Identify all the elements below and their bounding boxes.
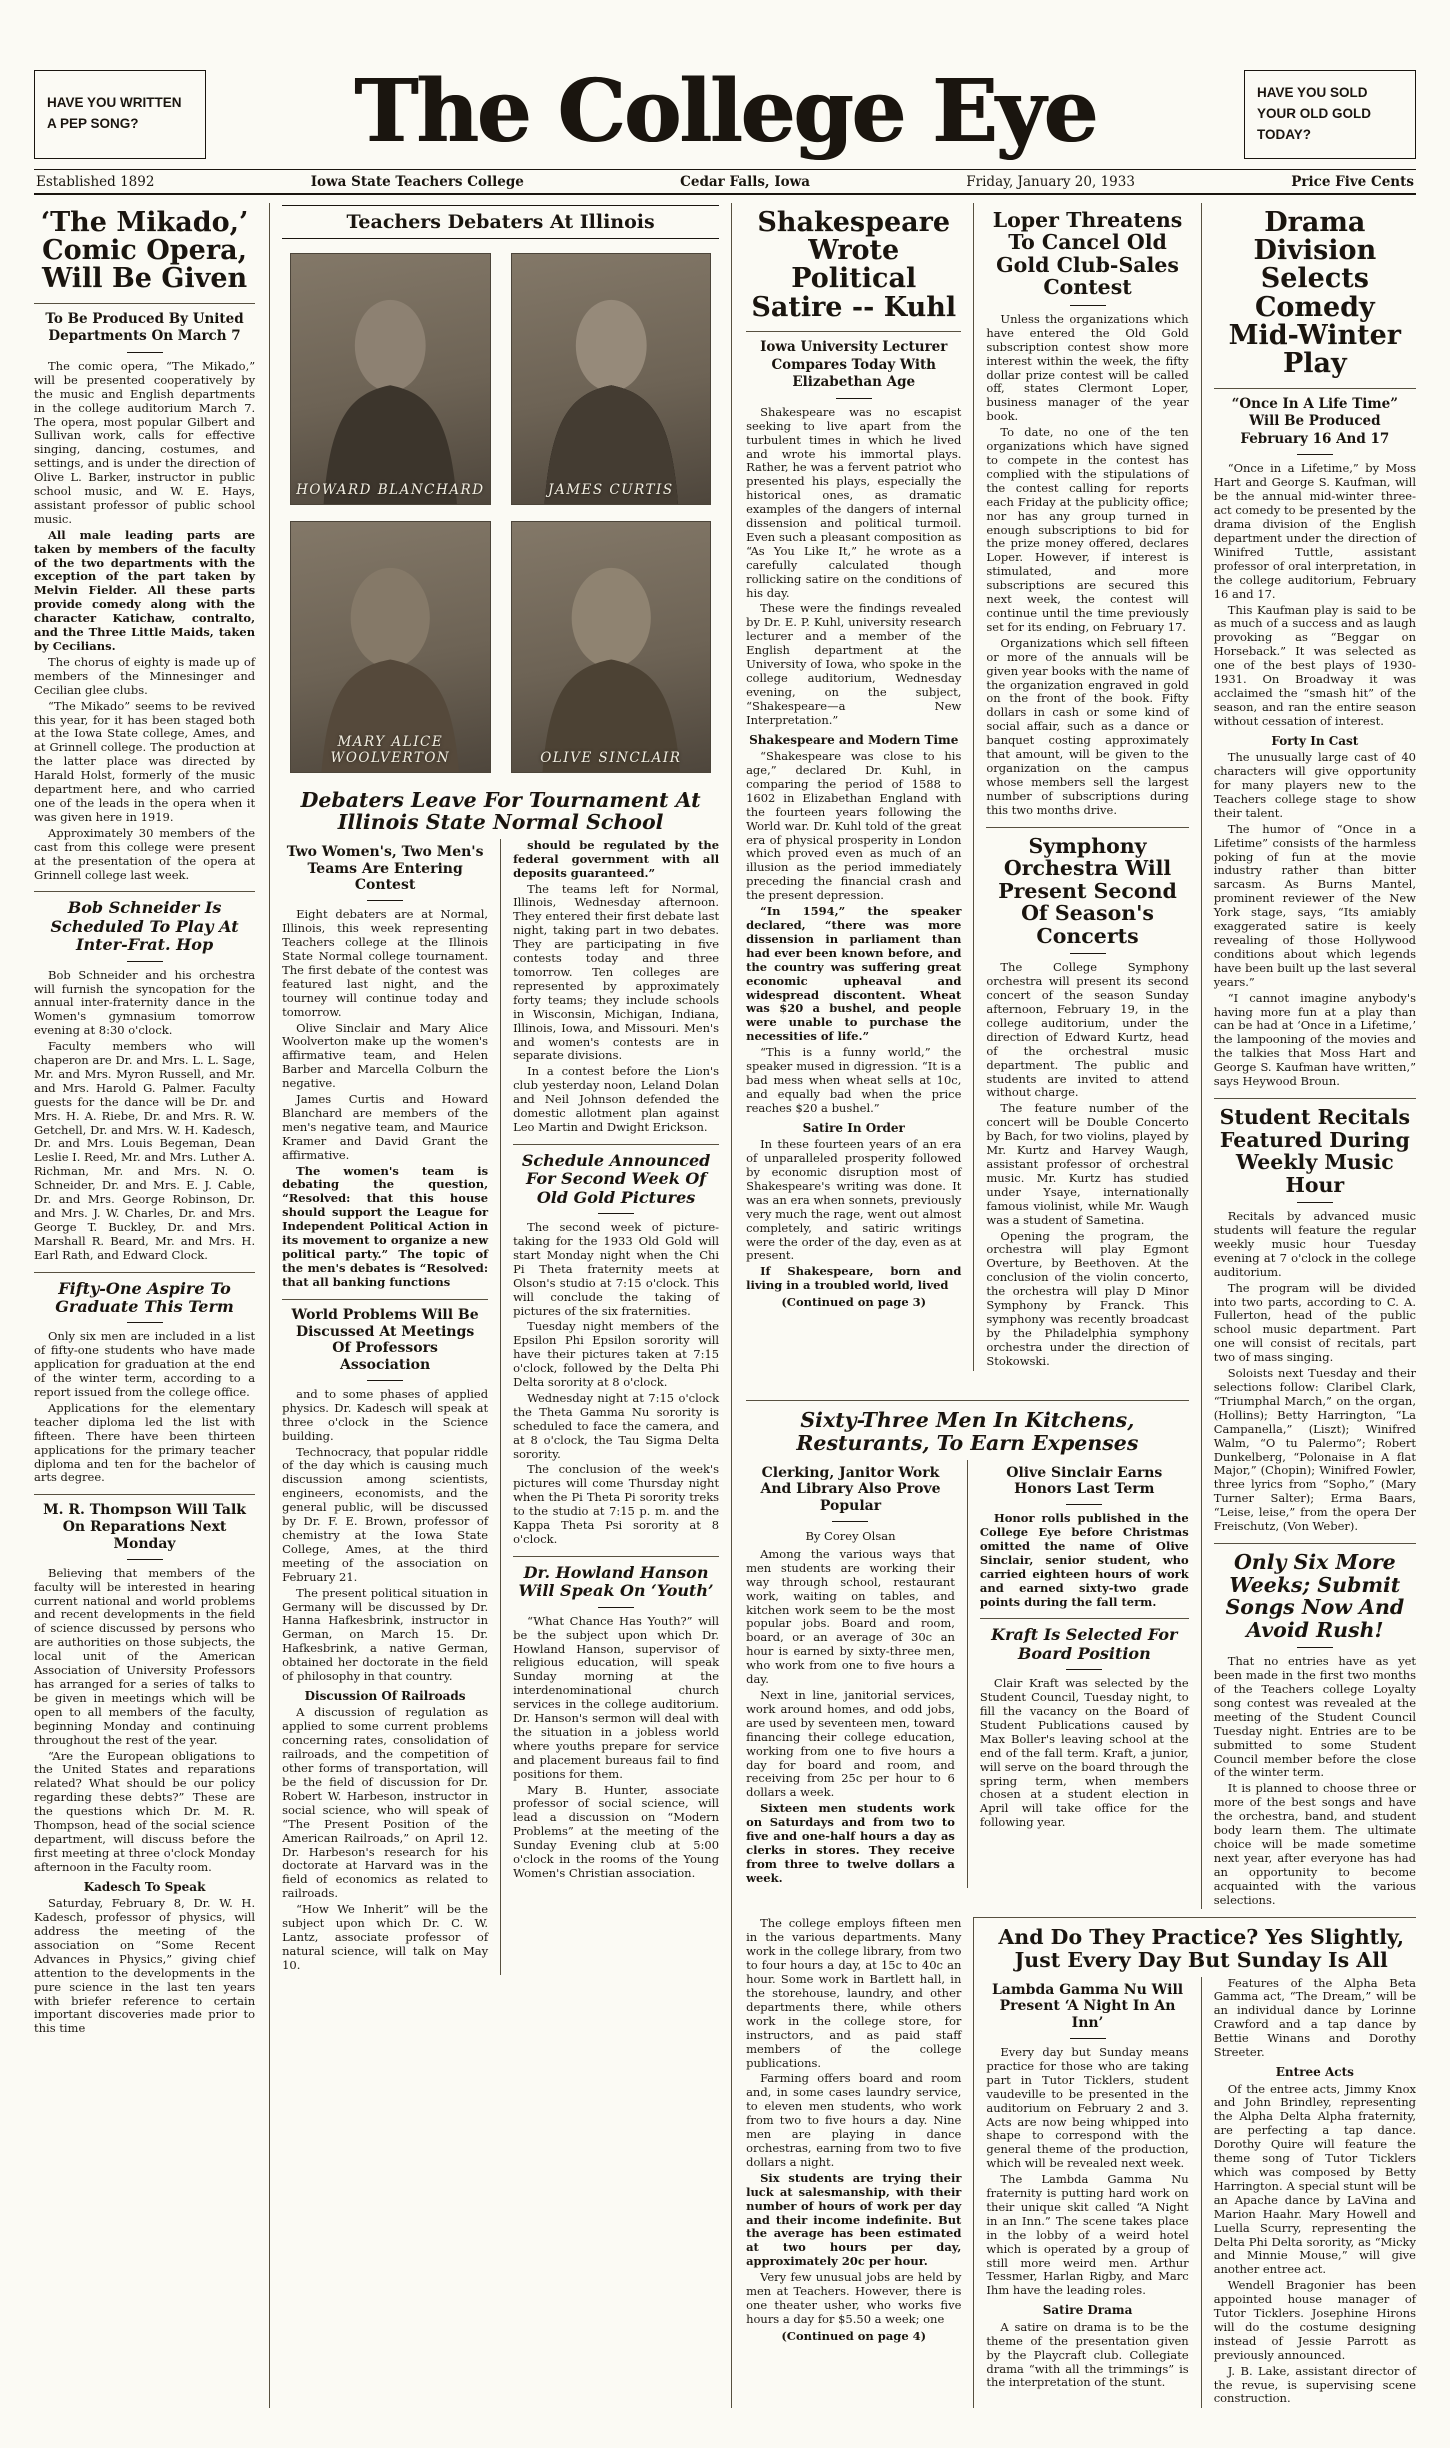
paragraph: “Once in a Lifetime,” by Moss Hart and George S. Kaufman, will be the annual mid-winter three-act comedy to be presented by the drama division of the English department under the direction of Winifred Tuttle, assistant professor of oral interpretation, in the college auditorium, February 16 and 17. <box>1213 461 1416 601</box>
byline: By Corey Olsan <box>805 1528 896 1543</box>
article-kraft-board <box>980 1626 1189 1830</box>
article-old-gold-pictures <box>513 1152 719 1547</box>
dateline-bar <box>34 169 1416 195</box>
portrait-photo <box>290 521 490 773</box>
masthead <box>34 60 1416 162</box>
paragraph: The conclusion of the week's pictures will come Thursday night when the Pi Theta Pi sorority treks to the studio at 7:15 p. m. and the Kappa Theta Psi sorority at 8 o'clock. <box>513 1462 720 1546</box>
paragraph: In a contest before the Lion's club yesterday noon, Leland Dolan and Neil Johnson defended the domestic allotment plan against Leo Martin and Dwight Erickson. <box>513 1064 720 1134</box>
divider <box>1066 1504 1102 1505</box>
divider <box>1214 388 1416 389</box>
inline-subhead: Forty In Cast <box>1271 733 1359 748</box>
paragraph: should be regulated by the federal government with all deposits guaranteed.” <box>513 837 720 880</box>
practice-columns <box>986 1977 1416 2409</box>
article-tutor-ticklers-practice <box>973 1917 1416 2408</box>
divider <box>1214 1543 1416 1544</box>
paragraph: Approximately 30 members of the cast from this college were present at the presentation of the opera at Grinnell college last week. <box>34 825 256 882</box>
paragraph: Six students are trying their luck at salesmanship, with their number of hours of work per day and their income indefinite. But the average has been estimated at two hours per day, approximately 20c per hour. <box>746 2170 962 2269</box>
paragraph: “What Chance Has Youth?” will be the subject upon which Dr. Howland Hanson, supervisor of religious education, will speak Sunday morning at the interdenominational church services in the college auditorium. Dr. Hanson's sermon will deal with the situation in a jobless world where youths prepare for service and placement bureaus fail to find positions for them. <box>513 1613 720 1781</box>
article-shakespeare-satire <box>746 203 961 1312</box>
paragraph: The feature number of the concert will be Double Concerto by Bach, for two violins, played by Mr. Kurtz and Harvey Waugh, assistant professor of orchestral music. Mr. Kurtz has studied under Ysaye, internationally famous violinist, while Mr. Waugh was a student of Sametina. <box>986 1101 1189 1227</box>
headline: Shakespeare Wrote Political Satire -- Kuhl <box>751 206 957 323</box>
paragraph: Every day but Sunday means practice for those who are taking part in Tutor Ticklers, student vaudeville to be presented in the auditorium on February 2 and 3. Acts are now being whipped into shape to correspond with the general theme of the production, which will be revealed next week. <box>986 2044 1189 2171</box>
paragraph: Technocracy, that popular riddle of the day which is causing much discussion among scientists, engineers, economists, and the general public, will be discussed by Dr. F. E. Brown, professor of chemistry at the Iowa State College, Ames, at the third meeting of the association on February 21. <box>282 1444 489 1584</box>
headline: Teachers Debaters At Illinois <box>282 205 719 239</box>
paragraph: The chorus of eighty is made up of members of the Minnesinger and Cecilian glee clubs. <box>34 654 256 697</box>
headline: Lambda Gamma Nu Will Present ‘A Night In An Inn’ <box>991 1981 1184 2032</box>
headline: Schedule Announced For Second Week Of Old Gold Pictures <box>521 1150 711 1207</box>
article-body <box>34 969 255 1263</box>
pep-song-promo-box <box>34 70 206 159</box>
divider <box>746 331 961 332</box>
portrait-silhouette <box>512 522 710 772</box>
article-body <box>1214 1655 1416 1907</box>
article-thompson-reparations <box>34 1502 255 2036</box>
paragraph: Saturday, February 8, Dr. W. H. Kadesch, professor of physics, will address the meeting of the association on “Some Recent Advances in Physics,” giving chief attention to the developments in the pure science in the last ten years with briefer reference to certain important discoveries made prior to this time <box>34 1896 256 2036</box>
portrait-silhouette <box>512 254 710 504</box>
article-sixty-three-men <box>746 1400 1189 1887</box>
divider <box>986 827 1188 828</box>
paragraph: Believing that members of the faculty will be interested in hearing current national and world problems and recent developments in the field of science discussed by persons who are authorities on those subjects, the local unit of the American Association of University Professors has arranged for a series of talks to be given in meetings which will be open to all members of the faculty, beginning Monday and continuing throughout the rest of the year. <box>34 1565 256 1747</box>
article-drama-division-play <box>1213 206 1416 1089</box>
inline-subhead: Satire Drama <box>1042 2303 1133 2318</box>
divider <box>836 398 872 399</box>
headline: Only Six More Weeks; Submit Songs Now And Avoid Rush! <box>1225 1549 1405 1642</box>
divider <box>34 891 255 892</box>
established-label: Established 1892 <box>36 173 155 190</box>
sub-column-right <box>500 839 719 1975</box>
paragraph: “In 1594,” the speaker declared, “there was more dissension in parliament than had ever been known before, and the country was suffering great economic upheaval and widespread discontent. Wheat was $20 a bushel, and people were unable to purchase the necessities of life.” <box>746 904 962 1044</box>
divider <box>127 352 163 353</box>
paragraph: The Lambda Gamma Nu fraternity is putting hard work on their unique skit called “A Night in an Inn.” The scene takes place in the lobby of a weird hotel which is operated by a group of still more weird men. Arthur Tessmer, Harlan Rigby, and Marc Ihm have the leading roles. <box>986 2172 1189 2298</box>
paragraph: The humor of “Once in a Lifetime” consists of the harmless poking of fun at the movie industry rather than bitter sarcasm. As Burns Mantel, prominent reviewer of the New York stage, says, “Its amiably exaggerated satire is keely revealing of those Hollywood conditions about which legends have been built up the last several years.” <box>1213 821 1416 989</box>
paragraph: Soloists next Tuesday and their selections follow: Claribel Clark, “Triumphal March,” on the organ, (Hollins); Betty Harrington, “La Campanella,” (Liszt); Winifred Walm, “O tu Palermo”; Robert Dunkelberg, “Polonaise in A flat Major,” (Chopin); Winifred Fowler, three lyrics from “Sopho,” (Mary Turner Salter); Erma Baars, “Leise, leise,” from the opera Der Freischutz, (Von Weber). <box>1213 1366 1416 1534</box>
paragraph: These were the findings revealed by Dr. E. P. Kuhl, university research lecturer and a member of the English department at the University of Iowa, who spoke in the college auditorium, Wednesday evening, on the subject, “Shakespeare—a New Interpretation.” <box>746 601 962 727</box>
paragraph: (Continued on page 3) <box>781 1295 927 1310</box>
city-label: Cedar Falls, Iowa <box>680 173 811 190</box>
column-5-top <box>973 203 1188 1371</box>
portrait-photo <box>290 253 490 505</box>
paragraph: A satire on drama is to be the theme of the presentation given by the Playcraft club. Collegiate drama “with all the trimmings” is the interpretation of the stunt. <box>986 2319 1189 2390</box>
subheadline: Two Women's, Two Men's Teams Are Entering Contest <box>286 843 484 894</box>
inline-subhead: Kadesch To Speak <box>83 1879 206 1894</box>
article-body <box>282 1388 488 1973</box>
paragraph: Opening the program, the orchestra will play Egmont Overture, by Beethoven. At the conclusion of the violin concerto, the orchestra will play D Minor Symphony by Franck. This symphony was recently broadcast by the Philadelphia symphony orchestra under the direction of Stokowski. <box>986 1228 1189 1368</box>
photo-caption: JAMES CURTIS <box>548 481 674 498</box>
paragraph: The present political situation in Germany will be discussed by Dr. Hanna Hafkesbrink, instructor in German, on March 15. Dr. Hafkesbrink, a native German, obtained her doctorate in the field of philosophy in that country. <box>282 1585 489 1684</box>
paragraph: Organizations which sell fifteen or more of the annuals will be given year books with the name of the organization engraved in gold on the front of the book. Fifty dollars in cash or some kind of social affair, such as a dance or banquet costing approximately that amount, will be given to the organization on the campus whose members sell the largest number of subscriptions during this two months drive. <box>986 635 1189 817</box>
sub-column-left <box>986 1977 1188 2409</box>
divider <box>34 303 255 304</box>
article-mikado <box>34 206 256 883</box>
headline: Loper Threatens To Cancel Old Gold Club-Sales Contest <box>992 207 1183 300</box>
portrait-photo <box>511 521 711 773</box>
paragraph: Wendell Bragonier has been appointed house manager of Tutor Ticklers. Josephine Hirons will do the costume designing instead of Jessie Parrott as previously announced. <box>1213 2278 1416 2362</box>
paragraph: Faculty members who will chaperon are Dr. and Mrs. L. L. Sage, Mr. and Mrs. Myron Russell, and Mr. and Mrs. Harold G. Palmer. Faculty guests for the dance will be Dr. and Mrs. H. A. Riebe, Dr. and Mrs. R. W. Getchell, Dr. and Mrs. W. H. Kadesch, Dr. and Mrs. Louis Begeman, Dean Leslie I. Reed, Mr. and Mrs. Luther A. Richman, Mr. and Mrs. N. O. Schneider, Dr. and Mrs. E. J. Cable, Dr. and Mrs. George Robinson, Dr. and Mrs. J. W. Charles, Dr. and Mrs. George T. Buckley, Dr. and Mrs. Marshall R. Beard, Mr. and Mrs. H. Earl Rath, and Edward Clock. <box>34 1039 256 1262</box>
paragraph: James Curtis and Howard Blanchard are members of the men's negative team, and Maurice Kramer and David Grant the affirmative. <box>282 1092 489 1162</box>
columns-2-3 <box>269 203 732 2409</box>
headline: Debaters Leave For Tournament At Illinois State Normal School <box>300 787 701 835</box>
divider <box>1066 1669 1102 1670</box>
paragraph: The College Symphony orchestra will present its second concert of the season Sunday afternoon, February 19, in the college auditorium, under the direction of Edward Kurtz, head of the orchestral music department. The public and students are invited to attend without charge. <box>986 960 1189 1100</box>
article-schneider-hop <box>34 899 255 1262</box>
divider <box>1297 1647 1333 1648</box>
columns-4-6 <box>746 203 1416 2409</box>
paragraph: Bob Schneider and his orchestra will furnish the syncopation for the annual inter-fraternity dance in the Women's gymnasium tomorrow evening at 8:30 o'clock. <box>34 967 256 1038</box>
paragraph: The women's team is debating the question, “Resolved: that this house should support the League for Independent Political Action in its movement to organize a new political party.” The topic of the men's debates is “Resolved: that all banking functions <box>282 1163 489 1289</box>
sub-column-left <box>282 839 488 1975</box>
paragraph: Of the entree acts, Jimmy Knox and John Brindley, representing the Alpha Delta Alpha fraternity, are perfecting a tap dance. Dorothy Quire will feature the theme song of Tutor Ticklers which was composed by Betty Harrington. A special stunt will be an Apache dance by LaVina and Marion Haahr. Mary Howell and Luella Scurry, representing the Delta Phi Delta sorority, as “Micky and Minnie Mouse,” will give another entree act. <box>1213 2081 1416 2277</box>
headline: Drama Division Selects Comedy Mid-Winter Play <box>1228 206 1402 380</box>
paragraph: The unusually large cast of 40 characters will give opportunity for many players new to the Teachers college stage to show their talent. <box>1213 750 1416 820</box>
front-page-columns <box>34 203 1416 2409</box>
paragraph: It is planned to choose three or more of the best songs and have the orchestra, band, and student body learn them. The ultimate choice will be made sometime next year, after everyone has had an opportunity to become acquainted with the various selections. <box>1213 1781 1416 1907</box>
divider <box>1297 1202 1333 1203</box>
divider <box>1070 2038 1106 2039</box>
article-body <box>282 908 488 1289</box>
headline: World Problems Will Be Discussed At Meetings Of Professors Association <box>291 1306 479 1374</box>
photo-caption: OLIVE SINCLAIR <box>540 749 682 766</box>
column-1 <box>34 203 255 2409</box>
inline-subhead: Entree Acts <box>1275 2065 1354 2080</box>
article-body <box>986 961 1188 1368</box>
sub-column-right <box>967 1460 1189 1888</box>
paragraph: “I cannot imagine anybody's having more fun at a play than can be had at ‘Once in a Lifetime,’ the lampooning of the movies and the talkies that Moss Hart and George S. Kaufman have written,” says Heywood Broun. <box>1213 990 1416 1089</box>
divider <box>598 1607 634 1608</box>
paragraph: In these fourteen years of an era of unparalleled prosperity followed by economic disruption most of Shakespeare's writing was done. It was an era when sonnets, previously very much the rage, went out almost completely, and satiric writings were the order of the day, even as at present. <box>746 1137 962 1263</box>
paragraph: Olive Sinclair and Mary Alice Woolverton make up the women's affirmative team, and Helen Barber and Marcella Colburn the negative. <box>282 1020 489 1091</box>
subheadline: Clerking, Janitor Work And Library Also Prove Popular <box>760 1464 941 1515</box>
article-fifty-one-graduate <box>34 1280 255 1486</box>
paragraph: Only six men are included in a list of fifty-one students who have made application for graduation at the end of the winter term, according to a report issued from the college office. <box>34 1329 256 1400</box>
headline: M. R. Thompson Will Talk On Reparations Next Monday <box>43 1502 247 1552</box>
paragraph: Unless the organizations which have entered the Old Gold subscription contest show more interest within the week, the fifty dollar prize contest will be called off, states Clermont Loper, business manager of the year book. <box>986 311 1189 424</box>
article-olive-sinclair-honors <box>980 1465 1189 1610</box>
paragraph: Tuesday night members of the Epsilon Phi Epsilon sorority will have their pictures taken at 7:15 o'clock, followed by the Delta Phi Delta sorority at 8 o'clock. <box>513 1319 720 1390</box>
article-body <box>513 1221 719 1547</box>
paragraph: This Kaufman play is said to be as much of a success and as laugh provoking as “Beggar on Horseback.” It was selected as one of the best plays of 1930-1931. On Broadway it was acclaimed the “smash hit” of the season, and ran the entire season without cessation of interest. <box>1213 602 1416 728</box>
sixty-three-columns <box>746 1460 1189 1888</box>
paragraph: Features of the Alpha Beta Gamma act, “The Dream,” will be an individual dance by Lorinne Crawford and a tap dance by Bettie Winans and Dorothy Streeter. <box>1213 1975 1416 2060</box>
article-body <box>1214 1977 1416 2407</box>
issue-date: Friday, January 20, 1933 <box>966 173 1135 190</box>
divider <box>1070 953 1106 954</box>
paragraph: “Shakespeare was close to his age,” declared Dr. Kuhl, in comparing the period of 1588 to 1602 in Elizabethan England with the fourteen years following the World war. Dr. Kuhl told of the great era of physical prosperity in London which proved even as much of an illusion as the period immediately preceding the financial crash and the present depression. <box>746 749 962 903</box>
paragraph: The comic opera, “The Mikado,” will be presented cooperatively by the music and English departments in the college auditorium March 7. The opera, most popular Gilbert and Sullivan work, calls for effective singing, dancing, costumes, and settings, and is under the direction of Olive L. Barker, instructor in public school music, and W. E. Hays, assistant professor of public school music. <box>34 358 256 526</box>
article-lambda-gamma-nu <box>986 1982 1188 2391</box>
article-body <box>980 1677 1189 1830</box>
divider <box>282 1299 488 1300</box>
newspaper-title: The College Eye <box>353 60 1097 162</box>
paragraph: Farming offers board and room and, in some cases laundry service, to eleven men students, who work from two to five hours a day. Nine men are playing in dance orchestras, earning from two to five dollars a night. <box>746 2071 962 2169</box>
article-symphony-concert <box>986 835 1188 1369</box>
old-gold-promo-text: HAVE YOU SOLD YOUR OLD GOLD TODAY? <box>1257 85 1371 142</box>
article-body <box>746 1548 955 1886</box>
sub-column-left <box>746 1460 955 1888</box>
paragraph: “How We Inherit” will be the subject upon which Dr. C. W. Lantz, associate professor of natural science, will talk on May 10. <box>282 1902 489 1972</box>
paragraph: Among the various ways that men students are working their way through school, restaurant work, waiting on tables, and kitchen work seem to be the most popular jobs. Board and room, board, or an average of 30c an hour is earned by sixty-three men, who work from one to five hours a day. <box>746 1546 955 1687</box>
headline: Bob Schneider Is Scheduled To Play At Inter-Frat. Hop <box>50 898 239 955</box>
sub-column-right <box>1201 1977 1416 2409</box>
article-body <box>34 360 255 883</box>
paragraph: (Continued on page 4) <box>781 2328 927 2343</box>
paragraph: “The Mikado” seems to be revived this year, for it has been staged both at the Iowa State college, Ames, and at Grinnell college. The production at the latter place was directed by Harald Holst, formerly of the music department here, and who carried one of the leads in the opera when it was given here in 1919. <box>34 698 256 824</box>
column-6 <box>1201 203 1416 1910</box>
headline: ‘The Mikado,’ Comic Opera, Will Be Given <box>40 206 249 295</box>
headline: Sixty-Three Men In Kitchens, Resturants, To Earn Expenses <box>796 1408 1139 1455</box>
divider <box>1297 454 1333 455</box>
divider <box>34 1494 255 1495</box>
paragraph: Eight debaters are at Normal, Illinois, this week representing Teachers college at the Illinois State Normal college tournament. The first debate of the contest was featured last night, and the tourney will continue today and tomorrow. <box>282 907 489 1019</box>
article-loyalty-song-contest <box>1214 1551 1416 1908</box>
paragraph: Mary B. Hunter, associate professor of social science, will lead a discussion on “Modern Problems” at the meeting of the Sunday Evening club at 5:00 o'clock in the rooms of the Young Women's Christian association. <box>513 1782 720 1880</box>
headline: Student Recitals Featured During Weekly Music Hour <box>1219 1104 1411 1197</box>
paragraph: The teams left for Normal, Illinois, Wednesday afternoon. They entered their first debate last night, taking part in two debates. They are participating in five contests today and three tomorrow. Ten colleges are represented by approximately forty teams; they include schools in Wisconsin, Michigan, Indiana, Illinois, Iowa, and Missouri. Men's and women's contests are in separate divisions. <box>513 881 720 1063</box>
deck: To Be Produced By United Departments On March 7 <box>45 310 244 345</box>
paragraph: The program will be divided into two parts, according to C. A. Fullerton, head of the public school music department. Part one will consist of recitals, part two of mass singing. <box>1213 1280 1416 1365</box>
paragraph: If Shakespeare, born and living in a troubled world, lived <box>746 1264 962 1293</box>
article-body <box>1214 1210 1416 1534</box>
paragraph: “Are the European obligations to the United States and reparations related? What should be our policy regarding these debts?” These are the questions which Dr. M. R. Thompson, head of the social science department, will discuss before the first meeting at three o'clock Monday afternoon in the Faculty room. <box>34 1748 256 1874</box>
article-body <box>1214 462 1416 1088</box>
paragraph: Next in line, janitorial services, work around homes, and odd jobs, are used by seventeen men, toward financing their college education, working from one to five hours a day for board and room, and receiving from 25c per hour to 6 dollars a week. <box>746 1687 955 1800</box>
deck: Iowa University Lecturer Compares Today With Elizabethan Age <box>760 339 948 391</box>
divider <box>127 1322 163 1323</box>
headline: And Do They Practice? Yes Slightly, Just Every Day But Sunday Is All <box>998 1925 1404 1973</box>
article-body <box>746 1917 961 2343</box>
article-body <box>986 2046 1188 2390</box>
article-body <box>980 1512 1189 1609</box>
paragraph: Applications for the elementary teacher diploma led the list with fifteen. There have been thirteen applications for the primary teacher diploma and ten for the bachelor of arts degree. <box>34 1400 256 1485</box>
old-gold-promo-box <box>1244 70 1416 159</box>
article-world-problems <box>282 1307 488 1973</box>
paragraph: and to some phases of applied physics. Dr. Kadesch will speak at three o'clock in the Science building. <box>282 1386 489 1443</box>
inline-subhead: Discussion Of Railroads <box>304 1688 466 1703</box>
photo-caption: HOWARD BLANCHARD <box>296 481 485 498</box>
paragraph: Sixteen men students work on Saturdays and from two to five and one-half hours a day as clerks in stores. They receive from three to twelve dollars a week. <box>746 1801 955 1885</box>
paragraph: Clair Kraft was selected by the Student Council, Tuesday night, to fill the vacancy on the Board of Student Publications caused by Max Boller's leaving school at the end of the fall term. Kraft, a junior, will serve on the board through the spring term, when members chosen at a student election in April will take office for the following year. <box>979 1676 1189 1830</box>
paragraph: Shakespeare was no escapist seeking to live apart from the turbulent times in which he lived and wrote his immortal plays. Rather, he was a fervent patriot who presented his plays, especially the historical ones, as dramatic examples of the dangers of internal dissension and political turmoil. Even such a pleasant composition as “As You Like It,” he wrote as a carefully calculated though rollicking satire on the conditions of his day. <box>746 404 962 600</box>
divider <box>598 1213 634 1214</box>
tournament-columns <box>282 839 719 1975</box>
article-loper-contest <box>986 209 1188 818</box>
paragraph: Recitals by advanced music students will feature the regular weekly music hour Tuesday evening at 7 o'clock in the college auditorium. <box>1213 1209 1416 1279</box>
pep-song-promo-text: HAVE YOU WRITTEN A PEP SONG? <box>47 95 182 132</box>
article-student-recitals <box>1214 1106 1416 1534</box>
photo-caption: MARY ALICE WOOLVERTON <box>330 733 451 766</box>
article-hanson-youth <box>513 1564 719 1881</box>
headline: Dr. Howland Hanson Will Speak On ‘Youth’ <box>518 1562 714 1601</box>
portrait-photo <box>511 253 711 505</box>
headline: Symphony Orchestra Will Present Second Of Season's Concerts <box>998 833 1177 948</box>
divider <box>127 961 163 962</box>
inline-subhead: Satire In Order <box>802 1120 905 1135</box>
divider <box>367 900 403 901</box>
article-debate-tournament <box>282 789 719 1975</box>
article-body <box>986 313 1188 818</box>
paragraph: “This is a funny world,” the speaker mused in digression. “It is a bad mess when wheat sells at 10c, and equally bad when the price reaches $20 a bushel.” <box>746 1045 962 1115</box>
divider <box>367 1380 403 1381</box>
headline: Kraft Is Selected For Board Position <box>991 1625 1178 1663</box>
headline: Olive Sinclair Earns Honors Last Term <box>1006 1464 1163 1498</box>
photo-grid <box>282 239 719 783</box>
paragraph: A discussion of regulation as applied to some current problems concerning rates, consolidation of railroads, and the competition of other forms of transportation, will be the field of discussion for Dr. Robert W. Harbeson, instructor in social science, who will speak of “The Present Position of the American Railroads,” on April 12. Dr. Harbeson's research for his doctorate at Harvard was in the field of economics as related to railroads. <box>282 1705 489 1901</box>
paragraph: The second week of picture-taking for the 1933 Old Gold will start Monday night when the Chi Pi Theta fraternity meets at Olson's studio at 7:15 o'clock. This will conclude the taking of pictures of the six fraternities. <box>513 1220 720 1318</box>
paragraph: Wednesday night at 7:15 o'clock the Theta Gamma Nu sorority is scheduled to face the camera, and at 8 o'clock, the Tau Sigma Delta sorority. <box>513 1390 720 1461</box>
paragraph: Honor rolls published in the College Eye before Christmas omitted the name of Olive Sinclair, senior student, who carried eighteen hours of work and earned sixty-two grade points during the fall term. <box>979 1511 1189 1609</box>
divider <box>513 1144 719 1145</box>
article-body <box>34 1567 255 2037</box>
column-4-continuation <box>746 1917 961 2345</box>
headline: Fifty-One Aspire To Graduate This Term <box>55 1278 234 1317</box>
inline-subhead: Shakespeare and Modern Time <box>749 732 959 747</box>
divider <box>127 1559 163 1560</box>
divider <box>34 1272 255 1273</box>
price-label: Price Five Cents <box>1291 173 1414 190</box>
paragraph: All male leading parts are taken by members of the faculty of the two departments with the exception of the part taken by Melvin Fielder. All these parts provide comedy along with the character Katichaw, contralto, and the Three Little Maids, taken by Cecilians. <box>34 527 256 654</box>
article-body <box>513 839 719 1135</box>
paragraph: J. B. Lake, assistant director of the revue, is supervising scene construction. <box>1213 2363 1416 2406</box>
divider <box>832 1521 868 1522</box>
article-body <box>746 406 961 1310</box>
divider <box>1070 305 1106 306</box>
article-body <box>513 1615 719 1881</box>
school-name: Iowa State Teachers College <box>310 173 524 190</box>
debaters-photo-section <box>282 205 719 783</box>
divider <box>513 1556 719 1557</box>
deck: “Once In A Life Time” Will Be Produced February 16 And 17 <box>1231 395 1399 447</box>
paragraph: The college employs fifteen men in the various departments. Many work in the college library, from two to four hours a day, at 15c to 40c an hour. Some work in Bartlett hall, in the storehouse, laundry, and other departments there, while others work in the college store, for instructors, and as paid staff members of the college publications. <box>746 1916 962 2070</box>
paragraph: That no entries have as yet been made in the first two months of the Teachers college Loyalty song contest was revealed at the meeting of the Student Council Tuesday night. Entries are to be submitted to some Student Council member before the close of the winter term. <box>1213 1654 1416 1780</box>
divider <box>1214 1098 1416 1099</box>
paragraph: Very few unusual jobs are held by men at Teachers. However, there is one theater usher, who works five hours a day for $5.50 a week; one <box>746 2270 962 2326</box>
paragraph: To date, no one of the ten organizations which have signed to compete in the contest has complied with the stipulations of the contest calling for reports each Friday at the publicity office; nor has any group turned in enough subscriptions to bid for the prize money offered, declares Loper. However, if interest is stimulated, and more subscriptions are secured this next week, the contest will continue until the time previously set for its ending, on February 17. <box>986 425 1189 634</box>
portrait-silhouette <box>291 254 489 504</box>
divider <box>980 1618 1189 1619</box>
article-body <box>34 1330 255 1485</box>
